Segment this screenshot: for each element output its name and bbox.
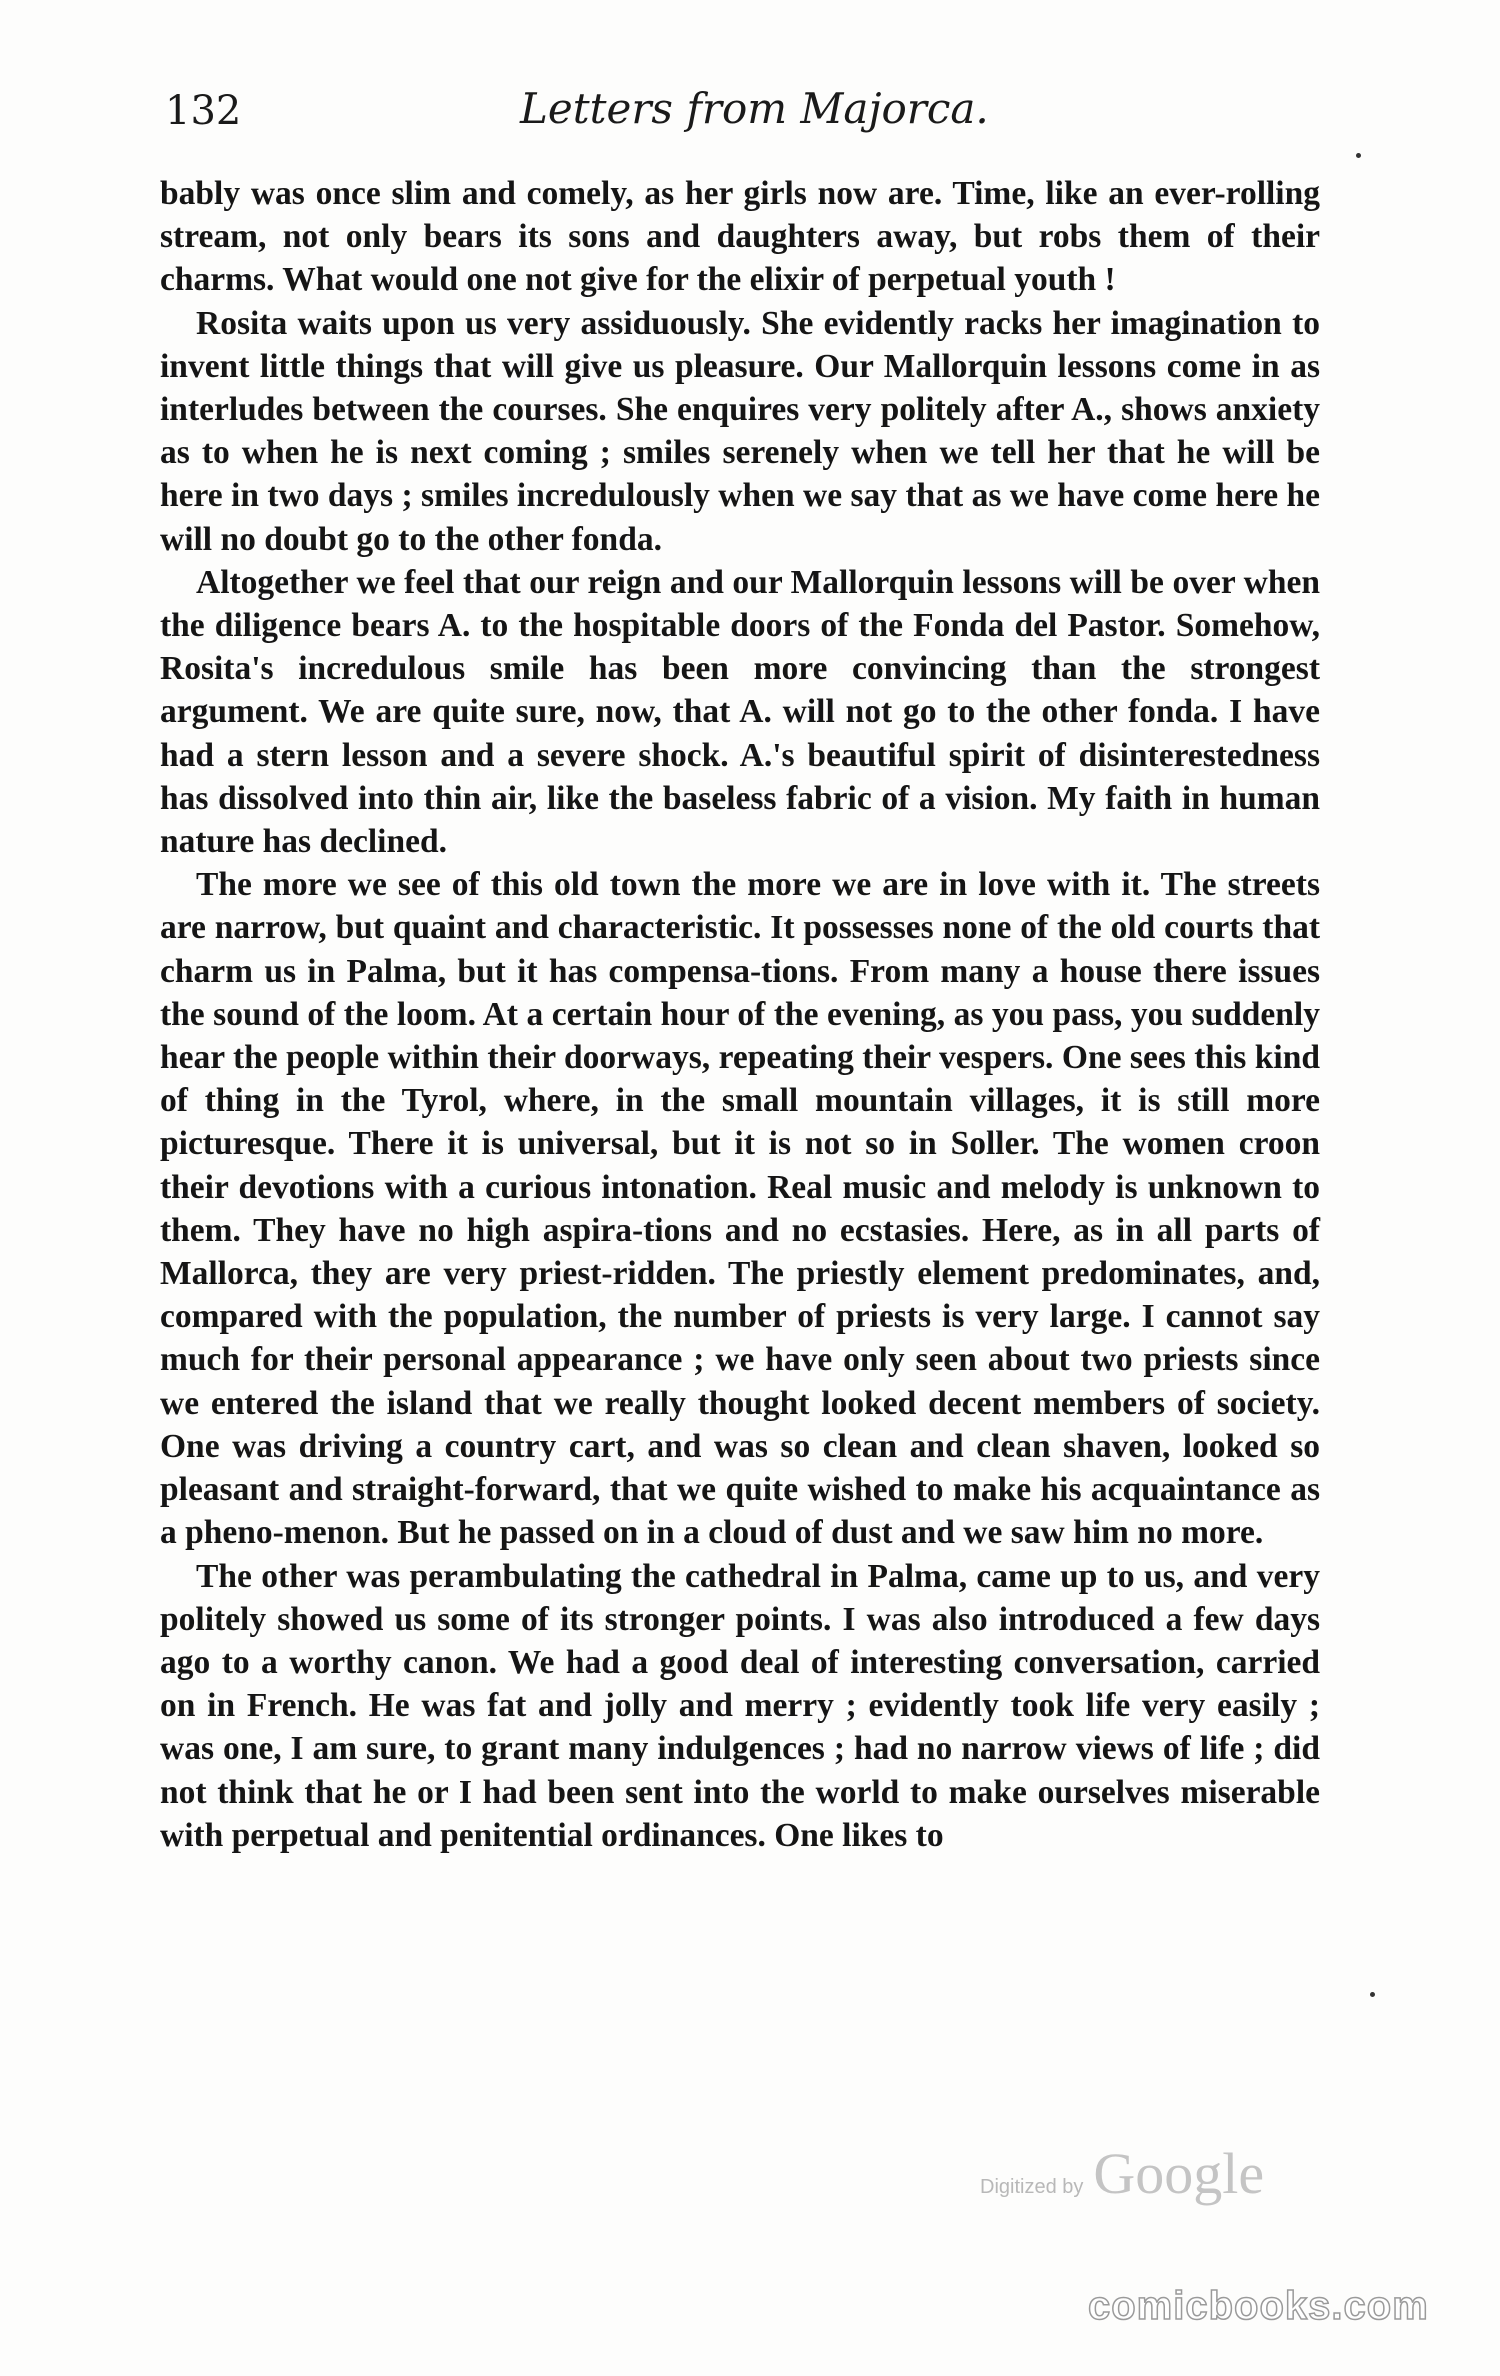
paragraph: The other was perambulating the cathedral in Palma, came up to us, and very politely showed us some of its stronger points. I was also introduced a few days ago to a worthy canon. We had a good deal of interesting conversation, carried on in French. He was fat and jolly and merry ; evidently took life very easily ; was one, I am sure, to grant many indulgences ; had no narrow views of life ; did not think that he or I had been sent into the world to make ourselves miserable with perpetual and penitential ordinances. One likes to bbox=[160, 1557, 1320, 1854]
digitized-label: Digitized by bbox=[980, 2176, 1084, 2198]
digitized-by-google-stamp bbox=[980, 2140, 1264, 2207]
google-logo: Google bbox=[1093, 2141, 1265, 2206]
running-title: Letters from Majorca. bbox=[520, 84, 989, 133]
site-watermark: comicbooks.com bbox=[1088, 2284, 1429, 2328]
paragraph: The more we see of this old town the more we are in love with it. The streets are narrow, but quaint and characteristic. It possesses none of the old courts that charm us in Palma, but it has compensa-tions. From many a house there issues the sound of the loom. At a certain hour of the evening, as you pass, you suddenly hear the people within their doorways, repeating their vespers. One sees this kind of thing in the Tyrol, where, in the small mountain villages, it is still more picturesque. There it is universal, but it is not so in Soller. The women croon their devotions with a curious intonation. Real music and melody is unknown to them. They have no high aspira-tions and no ecstasies. Here, as in all parts of Mallorca, they are very priest-ridden. The priestly element predominates, and, compared with the population, the number of priests is very large. I cannot say much for their personal appearance ; we have only seen about two priests since we entered the island that we really thought looked decent members of society. One was driving a country cart, and was so clean and clean shaven, looked so pleasant and straight-forward, that we quite wished to make his acquaintance as a pheno-menon. But he passed on in a cloud of dust and we saw him no more. bbox=[160, 866, 1320, 1552]
paragraph: Altogether we feel that our reign and our Mallorquin lessons will be over when the diligence bears A. to the hospitable doors of the Fonda del Pastor. Somehow, Rosita's incredulous smile has been more convincing than the strongest argument. We are quite sure, now, that A. will not go to the other fonda. I have had a stern lesson and a severe shock. A.'s beautiful spirit of disinterestedness has dissolved into thin air, like the baseless fabric of a vision. My faith in human nature has declined. bbox=[160, 563, 1320, 861]
print-speck bbox=[1370, 1992, 1375, 1997]
body-text bbox=[160, 172, 1320, 1857]
paragraph: Rosita waits upon us very assiduously. She evidently racks her imagination to invent little things that will give us pleasure. Our Mallorquin lessons come in as interludes between the courses. She enquires very politely after A., shows anxiety as to when he is next coming ; smiles serenely when we tell her that he will be here in two days ; smiles incredulously when we say that as we have come here he will no doubt go to the other fonda. bbox=[160, 304, 1320, 558]
page-number: 132 bbox=[165, 88, 242, 134]
print-speck bbox=[1356, 153, 1361, 158]
paragraph-continued: bably was once slim and comely, as her girls now are. Time, like an ever-rolling stream, not only bears its sons and daughters away, but robs them of their charms. What would one not give for the elixir of perpetual youth ! bbox=[160, 175, 1320, 299]
